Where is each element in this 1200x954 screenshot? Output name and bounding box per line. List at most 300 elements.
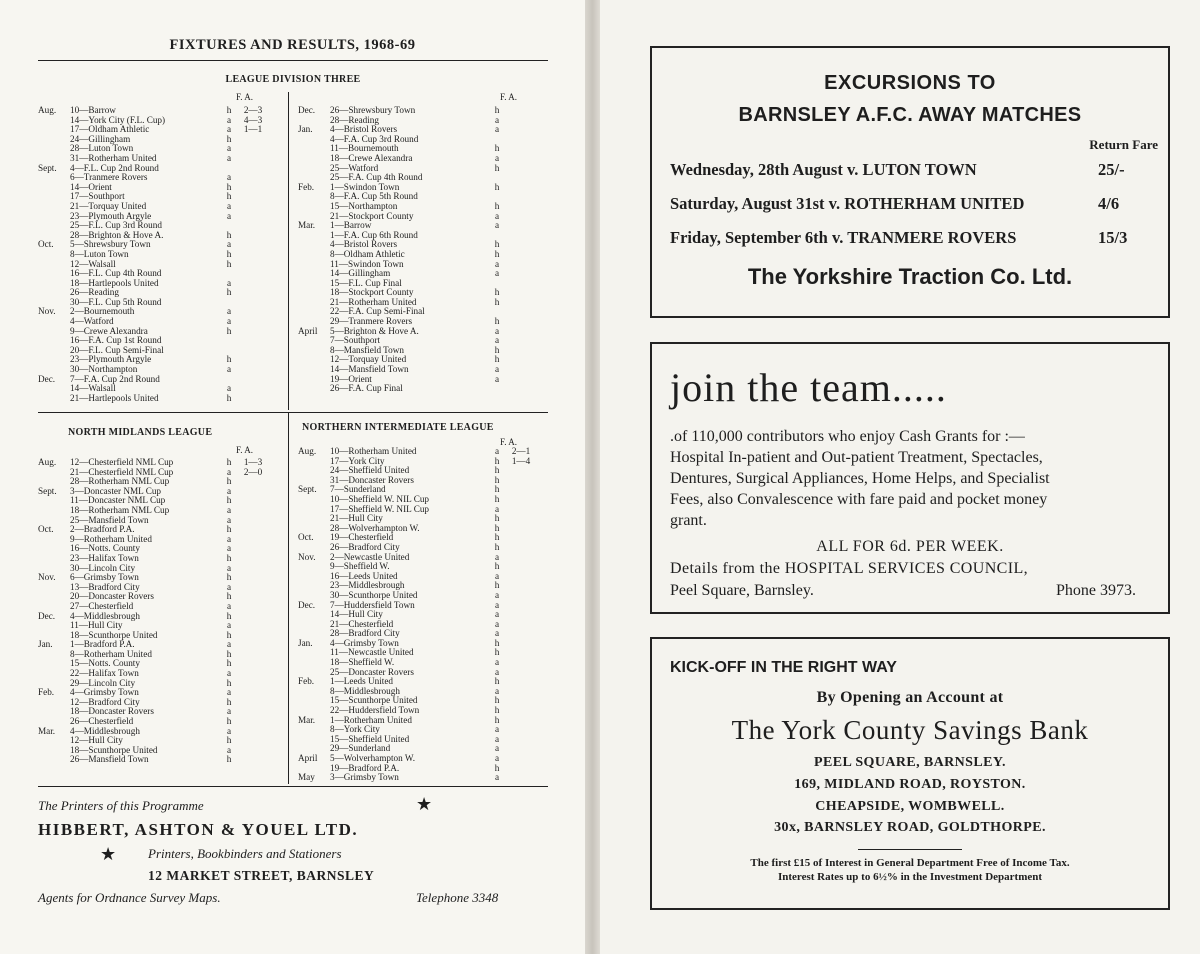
fixture-opponent: 5—Wolverhampton W. xyxy=(330,754,415,763)
fixture-venue xyxy=(490,384,504,394)
join-headline: join the team..... xyxy=(670,365,947,410)
fixture-score xyxy=(504,307,538,317)
fixture-opponent: 29—Lincoln City xyxy=(70,678,136,688)
fixture-month xyxy=(38,336,70,346)
fixture-venue: h xyxy=(226,754,232,765)
fixture-venue: h xyxy=(494,484,500,495)
fixture-opponent: 8—Middlesbrough xyxy=(330,686,400,696)
fixture-score xyxy=(504,773,538,783)
fixture-venue: h xyxy=(226,354,232,365)
excursions-advert xyxy=(650,46,1170,318)
fixture-month xyxy=(38,583,70,593)
fixture-month: Aug. xyxy=(38,105,57,115)
fixture-opponent: 15—Northampton xyxy=(330,201,398,211)
fixture-score xyxy=(236,477,270,487)
opening-line: By Opening an Account at xyxy=(816,689,1004,706)
team-line-2: Hospital In-patient and Out-patient Treatment, Spectacles, xyxy=(670,449,1043,466)
fixture-score xyxy=(504,687,538,697)
fixture-opponent: 25—F.A. Cup 4th Round xyxy=(330,173,423,183)
fixture-opponent: 20—Doncaster Rovers xyxy=(70,592,154,602)
team-details: Details from the HOSPITAL SERVICES COUNCIL, xyxy=(670,560,1029,577)
excursions-subtitle: BARNSLEY A.F.C. AWAY MATCHES xyxy=(738,104,1082,126)
fixture-venue: h xyxy=(494,296,500,307)
fixture-venue: h xyxy=(494,344,500,355)
fixture-row xyxy=(38,307,270,317)
fixture-row xyxy=(298,466,538,476)
fixture-month: Sept. xyxy=(38,162,57,173)
fixture-month: Mar. xyxy=(298,714,316,725)
fixture-opponent: 4—F.L. Cup 2nd Round xyxy=(70,163,159,173)
fixture-month: Dec. xyxy=(298,105,316,115)
fixture-score xyxy=(236,183,270,193)
fixture-score xyxy=(504,125,538,135)
excursions-title: EXCURSIONS TO xyxy=(824,72,996,94)
fixture-opponent: 22—Halifax Town xyxy=(70,669,139,679)
fixture-row xyxy=(298,495,538,505)
fixture-venue: a xyxy=(494,657,500,668)
fixture-row xyxy=(38,116,270,126)
fixture-opponent: 12—Hull City xyxy=(70,736,123,746)
bank-note-1: The first £15 of Interest in General Department Free of Income Tax. xyxy=(750,857,1070,869)
fixture-opponent: 26—Reading xyxy=(70,288,119,298)
fixture-venue: h xyxy=(226,325,232,336)
fixture-venue: a xyxy=(226,152,232,163)
fixture-row xyxy=(38,746,270,756)
fixture-row xyxy=(298,336,538,346)
fixture-month xyxy=(298,192,330,202)
fixture-opponent: 13—Bradford City xyxy=(70,582,140,592)
fixture-opponent: 8—Mansfield Town xyxy=(330,345,404,355)
fixture-score xyxy=(504,485,538,495)
fixture-venue: a xyxy=(226,543,232,554)
fixture-row xyxy=(38,260,270,270)
fixture-opponent: 31—Doncaster Rovers xyxy=(330,475,414,485)
fixture-row xyxy=(38,144,270,154)
fixture-opponent: 12—Chesterfield NML Cup xyxy=(70,458,174,467)
fixture-venue: a xyxy=(494,335,500,346)
fixture-opponent: 4—F.A. Cup 3rd Round xyxy=(330,134,419,144)
fixture-venue: h xyxy=(226,229,232,240)
fixture-score xyxy=(504,260,538,270)
fixture-row xyxy=(298,553,538,563)
fixture-month xyxy=(298,384,330,394)
fixture-score xyxy=(504,346,538,356)
fixture-row xyxy=(298,298,538,308)
fixture-opponent: 18—Scunthorpe United xyxy=(70,630,158,640)
fixture-month xyxy=(298,346,330,356)
fixture-month xyxy=(38,659,70,669)
fixture-score xyxy=(504,581,538,591)
fixture-opponent: 9—Crewe Alexandra xyxy=(70,326,148,336)
fixture-month xyxy=(298,144,330,154)
fixture-month xyxy=(298,269,330,279)
fixture-opponent: 30—Scunthorpe United xyxy=(330,590,418,600)
team-address: Peel Square, Barnsley. xyxy=(670,582,814,599)
fixture-score xyxy=(236,564,270,574)
league-division-three-heading: LEAGUE DIVISION THREE xyxy=(225,74,361,85)
fixture-score xyxy=(236,355,270,365)
fixture-month: Aug. xyxy=(298,446,317,456)
fixture-score xyxy=(504,279,538,289)
fixture-month: Dec. xyxy=(38,610,56,621)
fixture-venue: a xyxy=(226,533,232,544)
fixture-opponent: 29—Tranmere Rovers xyxy=(330,317,413,327)
fixture-opponent: 7—Huddersfield Town xyxy=(330,600,415,610)
fixture-row xyxy=(38,707,270,717)
fixture-score: 1—1 xyxy=(243,124,263,135)
fixture-row xyxy=(298,505,538,515)
fixture-row xyxy=(298,192,538,202)
fixture-venue: a xyxy=(494,446,500,456)
fixture-opponent: 18—Hartlepools United xyxy=(70,278,159,288)
bank-note-2: Interest Rates up to 6½% in the Investment Department xyxy=(777,871,1043,883)
fixture-row xyxy=(298,696,538,706)
fixture-month xyxy=(38,535,70,545)
fixture-score xyxy=(236,688,270,698)
fixture-row xyxy=(38,496,270,506)
fixture-month: Dec. xyxy=(298,599,316,610)
fixture-score xyxy=(236,621,270,631)
fixture-opponent: 15—Notts. County xyxy=(70,659,140,669)
fixture-month: Feb. xyxy=(298,181,315,192)
fixture-venue: a xyxy=(226,706,232,717)
fixture-score xyxy=(504,591,538,601)
fixture-row xyxy=(38,135,270,145)
fixture-opponent: 23—Plymouth Argyle xyxy=(70,355,152,365)
fixtures-page xyxy=(0,0,585,954)
fixture-opponent: 8—York City xyxy=(330,725,380,735)
fixture-venue: a xyxy=(494,666,500,677)
bank-address-3: CHEAPSIDE, WOMBWELL. xyxy=(815,799,1005,814)
fixture-opponent: 11—Bournemouth xyxy=(330,144,399,154)
traction-company: The Yorkshire Traction Co. Ltd. xyxy=(747,264,1073,289)
fixture-month xyxy=(298,514,330,524)
fixture-row xyxy=(38,173,270,183)
fixture-score xyxy=(504,192,538,202)
fixture-row xyxy=(38,279,270,289)
fixture-row xyxy=(298,648,538,658)
fixture-score xyxy=(236,298,270,308)
fixture-venue: a xyxy=(494,373,500,384)
fixture-row xyxy=(38,336,270,346)
fixture-opponent: 28—Wolverhampton W. xyxy=(330,523,420,533)
fixture-venue: h xyxy=(494,513,500,524)
fixture-opponent: 28—Luton Town xyxy=(70,144,134,154)
middle-rule xyxy=(38,412,548,413)
bank-address-4: 30x, BARNSLEY ROAD, GOLDTHORPE. xyxy=(774,820,1046,835)
fixture-row xyxy=(298,447,538,457)
fixture-month xyxy=(38,736,70,746)
fixture-score xyxy=(236,602,270,612)
fixture-score xyxy=(504,317,538,327)
fixture-row xyxy=(298,279,538,289)
fixture-opponent: 5—Shrewsbury Town xyxy=(70,240,151,250)
fixture-venue: h xyxy=(226,392,232,403)
fixture-score xyxy=(504,505,538,515)
fixture-month xyxy=(38,269,70,279)
fixture-row xyxy=(38,458,270,468)
fixture-row xyxy=(38,384,270,394)
fixture-venue: h xyxy=(226,105,232,115)
fixture-row xyxy=(298,668,538,678)
fixture-row xyxy=(38,573,270,583)
fixture-venue: h xyxy=(494,248,500,259)
fixture-row xyxy=(298,346,538,356)
fixture-month xyxy=(298,457,330,467)
fixture-month: Feb. xyxy=(298,676,315,687)
printers-agents: Agents for Ordnance Survey Maps. xyxy=(38,890,221,905)
fixture-row xyxy=(38,583,270,593)
fixture-score xyxy=(236,336,270,346)
printers-services: Printers, Bookbinders and Stationers xyxy=(148,846,342,861)
northern-intermediate-fixtures xyxy=(298,447,538,783)
fixture-row xyxy=(38,125,270,135)
fixture-month xyxy=(38,144,70,154)
fixture-opponent: 26—F.A. Cup Final xyxy=(330,384,403,394)
fixture-month xyxy=(38,212,70,222)
fixture-month: Sept. xyxy=(38,485,57,496)
fixture-opponent: 9—Sheffield W. xyxy=(330,562,390,572)
fixture-opponent: 4—Bristol Rovers xyxy=(330,125,398,135)
fixture-row xyxy=(298,591,538,601)
fixture-row xyxy=(298,620,538,630)
fixture-opponent: 1—Bradford P.A. xyxy=(70,640,135,650)
fixture-venue: a xyxy=(494,268,500,279)
star-icon: ★ xyxy=(100,844,117,864)
fixture-opponent: 1—F.A. Cup 6th Round xyxy=(330,230,418,240)
fixture-month xyxy=(38,288,70,298)
fixture-score xyxy=(236,192,270,202)
fixture-opponent: 16—Leeds United xyxy=(330,571,398,581)
fixture-score xyxy=(236,288,270,298)
fixture-score xyxy=(236,250,270,260)
trip-3: Friday, September 6th v. TRANMERE ROVERS xyxy=(670,228,1017,247)
trip-2-fare: 4/6 xyxy=(1098,194,1120,213)
fixture-opponent: 10—Rotherham United xyxy=(330,447,417,456)
fixture-venue: h xyxy=(494,561,500,572)
team-phone: Phone 3973. xyxy=(1056,582,1136,599)
fixture-row xyxy=(298,687,538,697)
fixture-opponent: 11—Hull City xyxy=(70,621,123,631)
fixture-score xyxy=(504,514,538,524)
fixture-row xyxy=(298,716,538,726)
fixture-row xyxy=(38,375,270,385)
fixture-row xyxy=(298,250,538,260)
fixture-venue: h xyxy=(494,465,500,476)
fixture-row xyxy=(38,640,270,650)
fixture-score xyxy=(504,562,538,572)
fixture-opponent: 22—Huddersfield Town xyxy=(330,706,420,716)
fixture-score xyxy=(236,516,270,526)
bank-address-1: PEEL SQUARE, BARNSLEY. xyxy=(814,755,1006,770)
fixture-row xyxy=(298,144,538,154)
fixture-row xyxy=(298,240,538,250)
fixture-row xyxy=(298,221,538,231)
fixture-month xyxy=(38,173,70,183)
fixture-opponent: 30—F.L. Cup 5th Round xyxy=(70,297,162,307)
fixture-row xyxy=(298,260,538,270)
fixture-opponent: 21—Hartlepools United xyxy=(70,393,159,403)
fixture-month xyxy=(38,669,70,679)
fixture-row xyxy=(298,457,538,467)
fixture-row xyxy=(298,154,538,164)
fixture-score: 2—0 xyxy=(243,466,263,477)
fixture-row xyxy=(298,706,538,716)
fixture-row xyxy=(298,476,538,486)
fixture-score xyxy=(504,735,538,745)
fixture-venue: h xyxy=(226,629,232,640)
fixture-opponent: 26—Shrewsbury Town xyxy=(330,106,416,115)
fixture-score xyxy=(504,116,538,126)
fixture-opponent: 14—Orient xyxy=(70,182,112,192)
fixture-row xyxy=(38,592,270,602)
fixture-month xyxy=(38,468,70,478)
fixture-row xyxy=(38,516,270,526)
fixture-opponent: 17—Southport xyxy=(70,192,125,202)
printers-address: 12 MARKET STREET, BARNSLEY xyxy=(148,868,375,883)
fixture-month xyxy=(38,554,70,564)
fixture-month xyxy=(298,610,330,620)
fixture-score xyxy=(236,317,270,327)
fixture-opponent: 7—Southport xyxy=(330,336,381,346)
fixture-month: Mar. xyxy=(298,220,316,231)
fixture-score xyxy=(236,631,270,641)
fixture-opponent: 2—Bournemouth xyxy=(70,307,135,317)
fixture-opponent: 17—Sheffield W. NIL Cup xyxy=(330,504,430,514)
fixture-score xyxy=(236,736,270,746)
fixture-opponent: 24—Gillingham xyxy=(70,134,131,144)
fixture-opponent: 19—Orient xyxy=(330,374,372,384)
fixture-month xyxy=(38,192,70,202)
fixture-score xyxy=(504,212,538,222)
fixture-month xyxy=(38,327,70,337)
fixture-opponent: 8—Oldham Athletic xyxy=(330,249,405,259)
fixture-venue: h xyxy=(494,162,500,173)
fixture-row xyxy=(38,688,270,698)
fixture-score xyxy=(236,327,270,337)
fixture-row xyxy=(38,487,270,497)
fixture-score xyxy=(236,669,270,679)
fixture-opponent: 17—Oldham Athletic xyxy=(70,125,150,135)
fixture-month xyxy=(298,355,330,365)
fixture-score xyxy=(504,250,538,260)
fixture-score xyxy=(236,135,270,145)
fixture-opponent: 18—Rotherham NML Cup xyxy=(70,505,170,515)
fixture-opponent: 24—Sheffield United xyxy=(330,466,410,476)
nil-fa-header: F. A. xyxy=(500,437,518,447)
fixture-venue: h xyxy=(226,248,232,259)
fixture-row xyxy=(298,485,538,495)
fixture-opponent: 15—F.L. Cup Final xyxy=(330,278,402,288)
fixture-venue: h xyxy=(494,474,500,485)
fixture-row xyxy=(298,725,538,735)
fixture-opponent: 30—Lincoln City xyxy=(70,563,136,573)
fixture-score xyxy=(236,640,270,650)
northern-intermediate-heading: NORTHERN INTERMEDIATE LEAGUE xyxy=(302,422,494,433)
fixture-row xyxy=(298,173,538,183)
fixture-month xyxy=(298,687,330,697)
fixture-month xyxy=(298,154,330,164)
fixture-month xyxy=(298,231,330,241)
fixture-row xyxy=(38,106,270,116)
fixture-opponent: 6—Grimsby Town xyxy=(70,573,139,583)
fixture-month: Jan. xyxy=(38,639,53,650)
fixture-venue: a xyxy=(226,277,232,288)
fixture-month xyxy=(38,202,70,212)
fixture-score xyxy=(236,717,270,727)
team-line-3: Dentures, Surgical Appliances, Home Helps, and Specialist xyxy=(670,470,1050,487)
fixture-opponent: 8—Luton Town xyxy=(70,249,129,259)
join-the-team-advert xyxy=(650,342,1170,614)
fixture-score xyxy=(236,231,270,241)
fixture-score xyxy=(504,164,538,174)
fixture-row xyxy=(38,468,270,478)
fixture-score xyxy=(236,212,270,222)
fixture-score xyxy=(236,679,270,689)
fixture-score xyxy=(236,727,270,737)
fixture-opponent: 4—Grimsby Town xyxy=(70,688,139,698)
fixture-opponent: 28—Bradford City xyxy=(330,629,400,639)
fixture-venue: a xyxy=(226,114,232,125)
bank-name: The York County Savings Bank xyxy=(731,715,1089,745)
fixture-score xyxy=(504,173,538,183)
bottom-rule xyxy=(38,786,548,787)
fixture-score xyxy=(504,716,538,726)
trip-1: Wednesday, 28th August v. LUTON TOWN xyxy=(670,160,977,179)
fixture-row xyxy=(38,544,270,554)
fixture-opponent: 10—Barrow xyxy=(70,106,116,115)
fixture-opponent: 23—Plymouth Argyle xyxy=(70,211,152,221)
fixture-score xyxy=(236,269,270,279)
fixture-opponent: 4—Bristol Rovers xyxy=(330,240,398,250)
fixture-row xyxy=(38,631,270,641)
fixture-venue: a xyxy=(226,600,232,611)
fixture-score xyxy=(504,466,538,476)
fixture-opponent: 18—Sheffield W. xyxy=(330,658,395,668)
fa-header-left: F. A. xyxy=(236,92,254,102)
fixture-venue: a xyxy=(494,724,500,735)
fixture-score xyxy=(236,650,270,660)
fixture-score xyxy=(504,365,538,375)
fixture-opponent: 21—Rotherham United xyxy=(330,297,417,307)
fixture-month xyxy=(38,250,70,260)
fixture-venue: a xyxy=(494,210,500,221)
fixture-opponent: 7—Sunderland xyxy=(330,485,386,495)
fixture-venue: a xyxy=(226,562,232,573)
fixture-venue: a xyxy=(494,258,500,269)
fixture-month xyxy=(298,572,330,582)
fixture-opponent: 14—Mansfield Town xyxy=(330,365,409,375)
fixture-venue: h xyxy=(494,316,500,327)
fixture-row xyxy=(38,298,270,308)
fixture-venue: a xyxy=(494,743,500,754)
fixture-score xyxy=(504,183,538,193)
fixture-month xyxy=(298,307,330,317)
fixture-opponent: 18—Crewe Alexandra xyxy=(330,153,413,163)
fixture-venue: h xyxy=(494,637,500,648)
fixture-score xyxy=(504,221,538,231)
fixture-venue: h xyxy=(226,552,232,563)
fixture-row xyxy=(298,533,538,543)
fixture-opponent: 8—Rotherham United xyxy=(70,649,152,659)
fixture-venue: h xyxy=(226,696,232,707)
fixture-row xyxy=(298,744,538,754)
top-rule xyxy=(38,60,548,61)
fixture-row xyxy=(298,212,538,222)
fixture-row xyxy=(38,346,270,356)
fixture-venue: h xyxy=(226,658,232,669)
fixture-venue: h xyxy=(226,191,232,202)
